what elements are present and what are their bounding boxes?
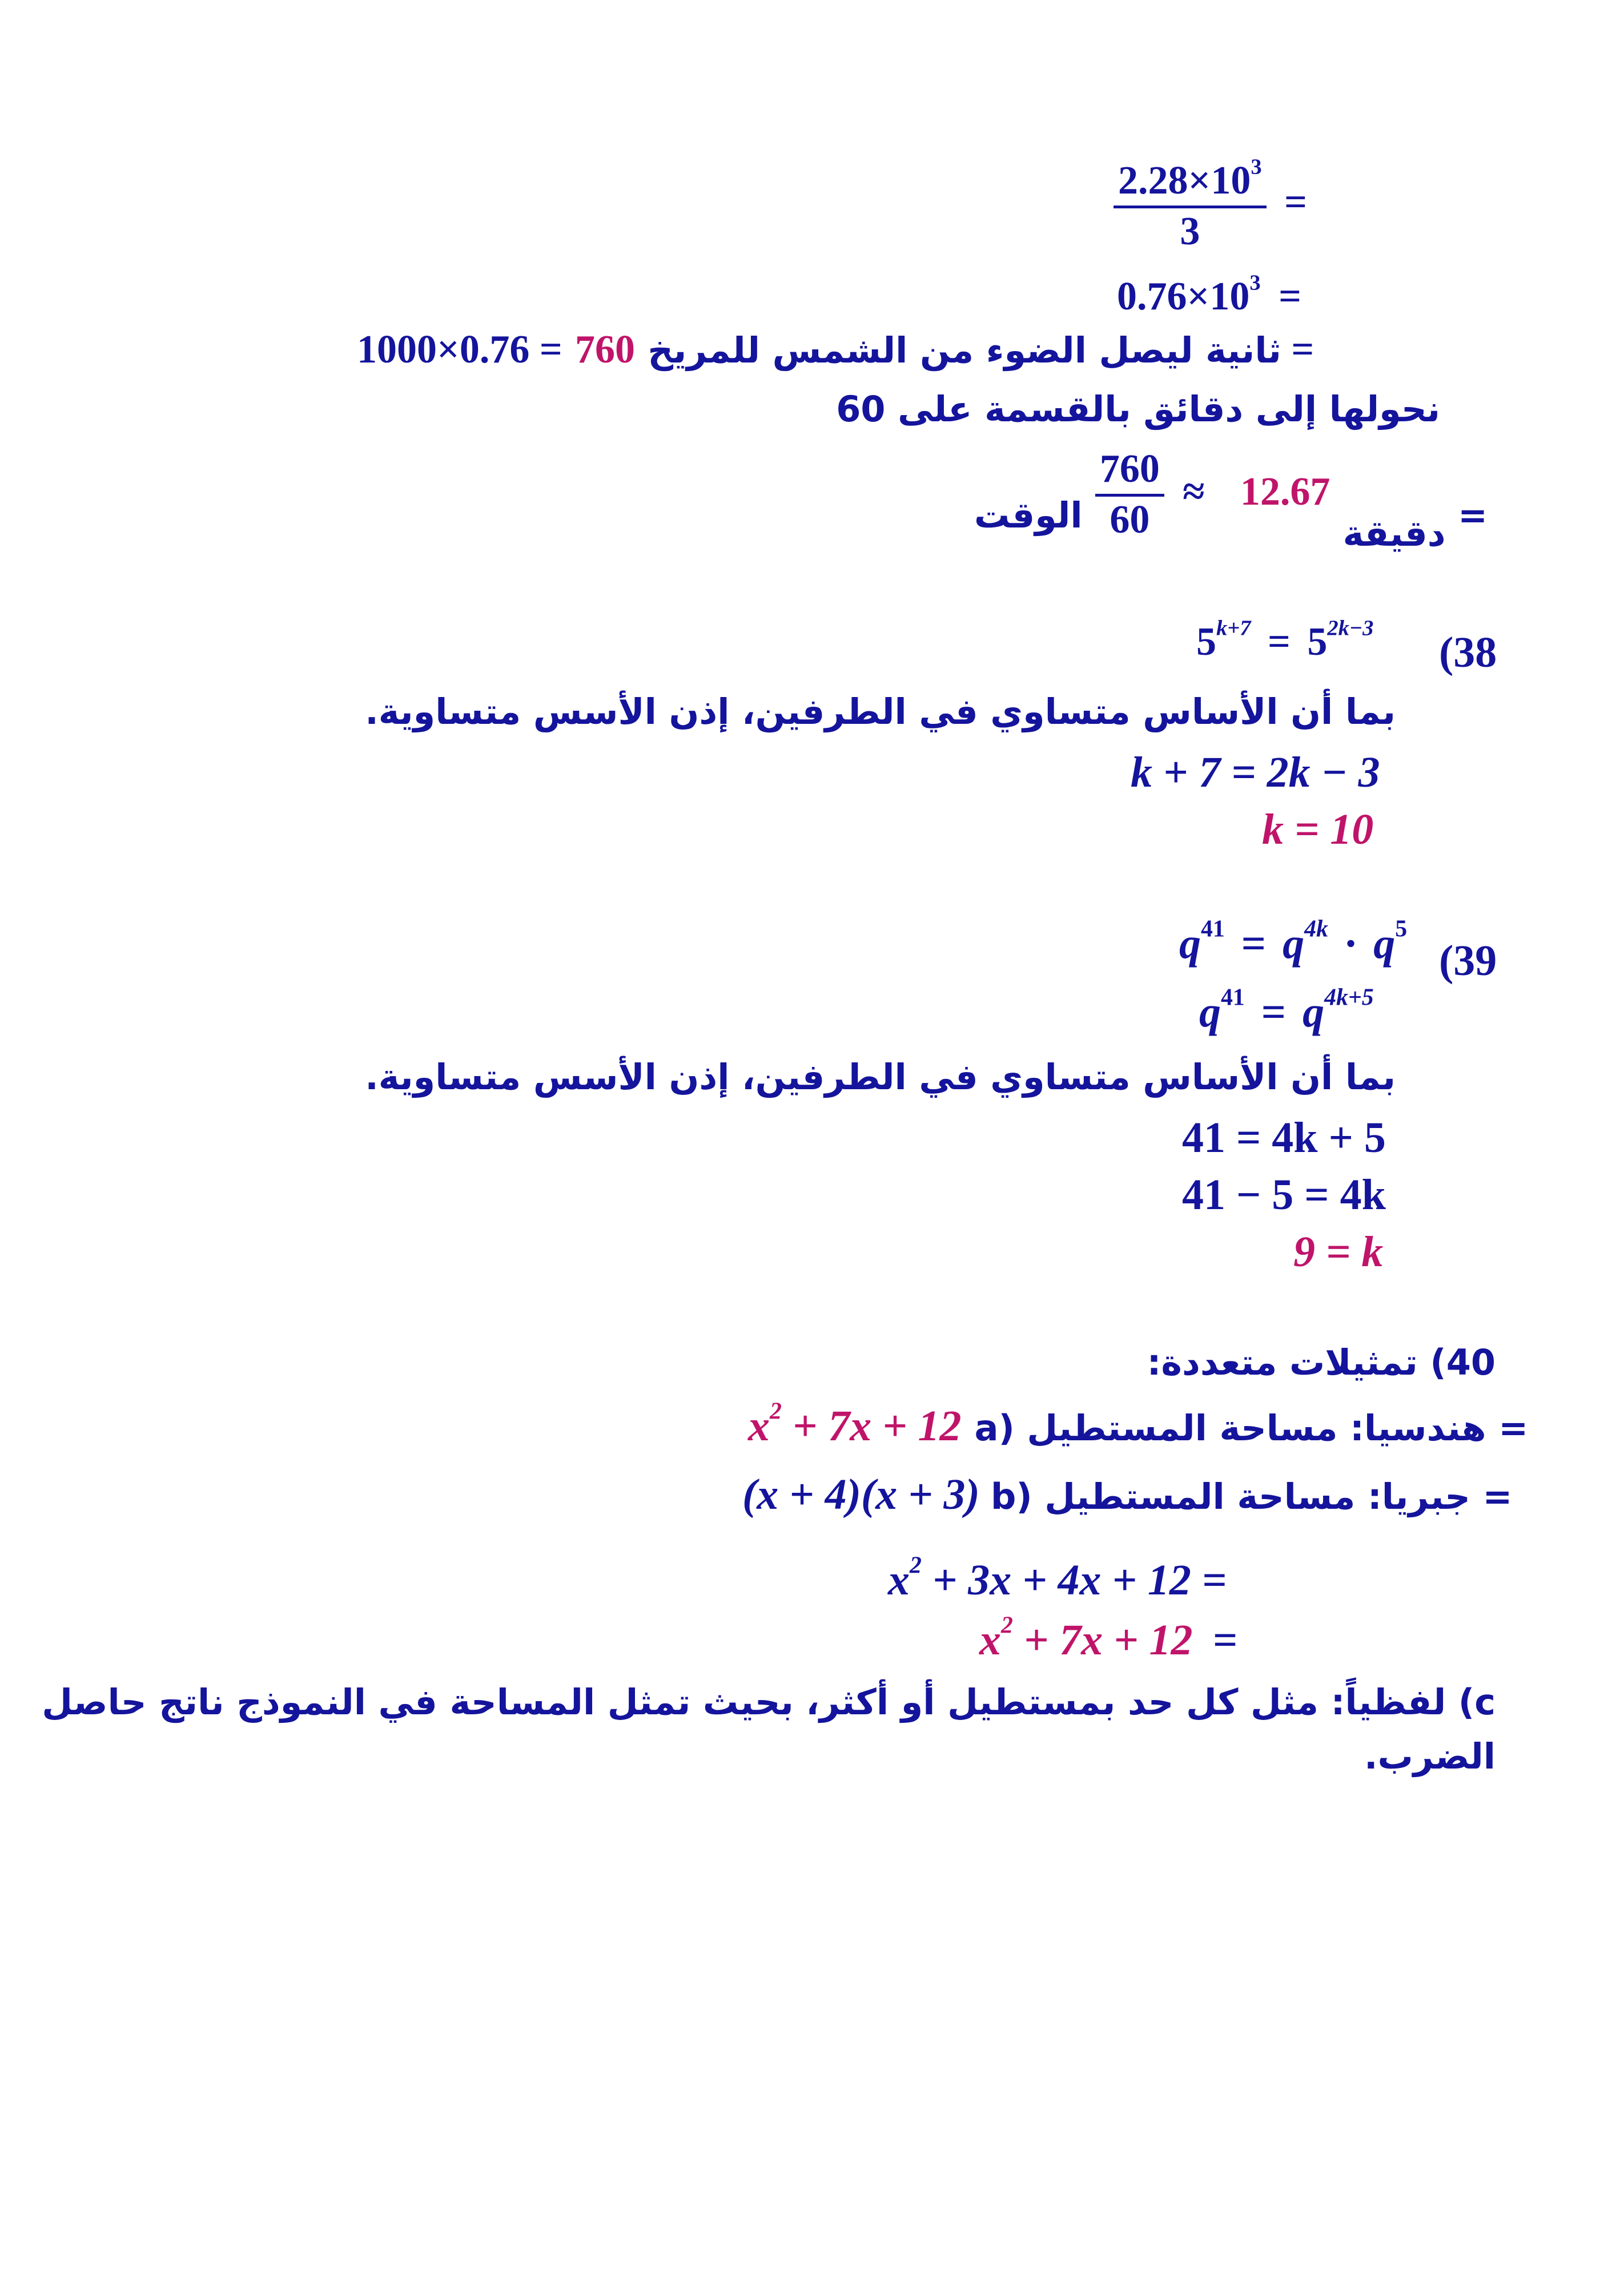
q40-a-label: a) هندسيا: مساحة المستطيل = [974,1407,1529,1449]
q40-c-line2: الضرب. [1364,1735,1496,1777]
q38-step: k + 7 = 2k − 3 [1131,748,1380,796]
q40-b-label: b) جبريا: مساحة المستطيل = [990,1476,1513,1517]
minutes-unit: دقيقة [1342,513,1446,554]
seconds-value: 760 [575,328,636,372]
q39-explanation: بما أن الأساس متساوي في الطرفين، إذن الأسس متساوية. [365,1056,1396,1098]
time-result-line [965,447,1488,554]
fraction-denominator: 3 [1180,209,1200,253]
q40-b-step2: $x^2 + 7x + 12$ = [979,1612,1237,1664]
fraction-line [1114,155,1308,253]
convert-instruction: نحولها إلى دقائق بالقسمة على 60 [836,388,1440,430]
q39-equation: $q^{41} = q^{4k} \cdot q^5$ [1179,916,1408,968]
q39-answer: 9 = k [1293,1228,1384,1276]
q39-step1: 41 = 4k + 5 [1182,1114,1386,1162]
q38-equation: $5^{k+7} = 5^{2k-3}$ [1196,616,1374,664]
approx-sign: ≈ [1183,470,1205,514]
fraction [1114,155,1267,253]
minutes-fraction: $\frac{760}{60}$ [1095,448,1164,541]
time-label: الوقت = [974,494,1488,536]
q38-number: (38 [1439,629,1497,676]
q38-answer: k = 10 [1262,805,1374,853]
q40-c-line1: c) لفظياً: مثل كل حد بمستطيل أو أكثر، بحيث تمثل المساحة في النموذج ناتج حاصل [42,1681,1496,1723]
q38-explanation: بما أن الأساس متساوي في الطرفين، إذن الأسس متساوية. [365,691,1396,732]
q40-a-expression: $x^2 + 7x + 12$ [748,1398,962,1450]
q40-b-step1: $x^2 + 3x + 4x + 12$ = [888,1552,1227,1604]
q40-b-expression: (x + 4)(x + 3) [742,1471,980,1518]
fraction-numerator: $2.28\times 10^3$ [1114,160,1267,208]
equals-sign: = [1284,180,1308,225]
seconds-text: ثانية ليصل الضوء من الشمس للمريخ [648,329,1281,371]
q40-heading: 40) تمثيلات متعددة: [1147,1342,1496,1383]
simplified-line: $0.76\times 10^3$ = [1117,271,1302,319]
q40-part-b [742,1470,1512,1520]
q39-combined: $q^{41} = q^{4k+5}$ [1199,984,1374,1036]
q40-part-a [748,1398,1529,1451]
q39-number: (39 [1439,937,1497,985]
minutes-value: 12.67 [1240,470,1330,514]
seconds-line [357,325,1314,373]
seconds-expression: = 0.76×1000 = [357,328,1315,372]
q39-step2: 41 − 5 = 4k [1182,1171,1386,1219]
